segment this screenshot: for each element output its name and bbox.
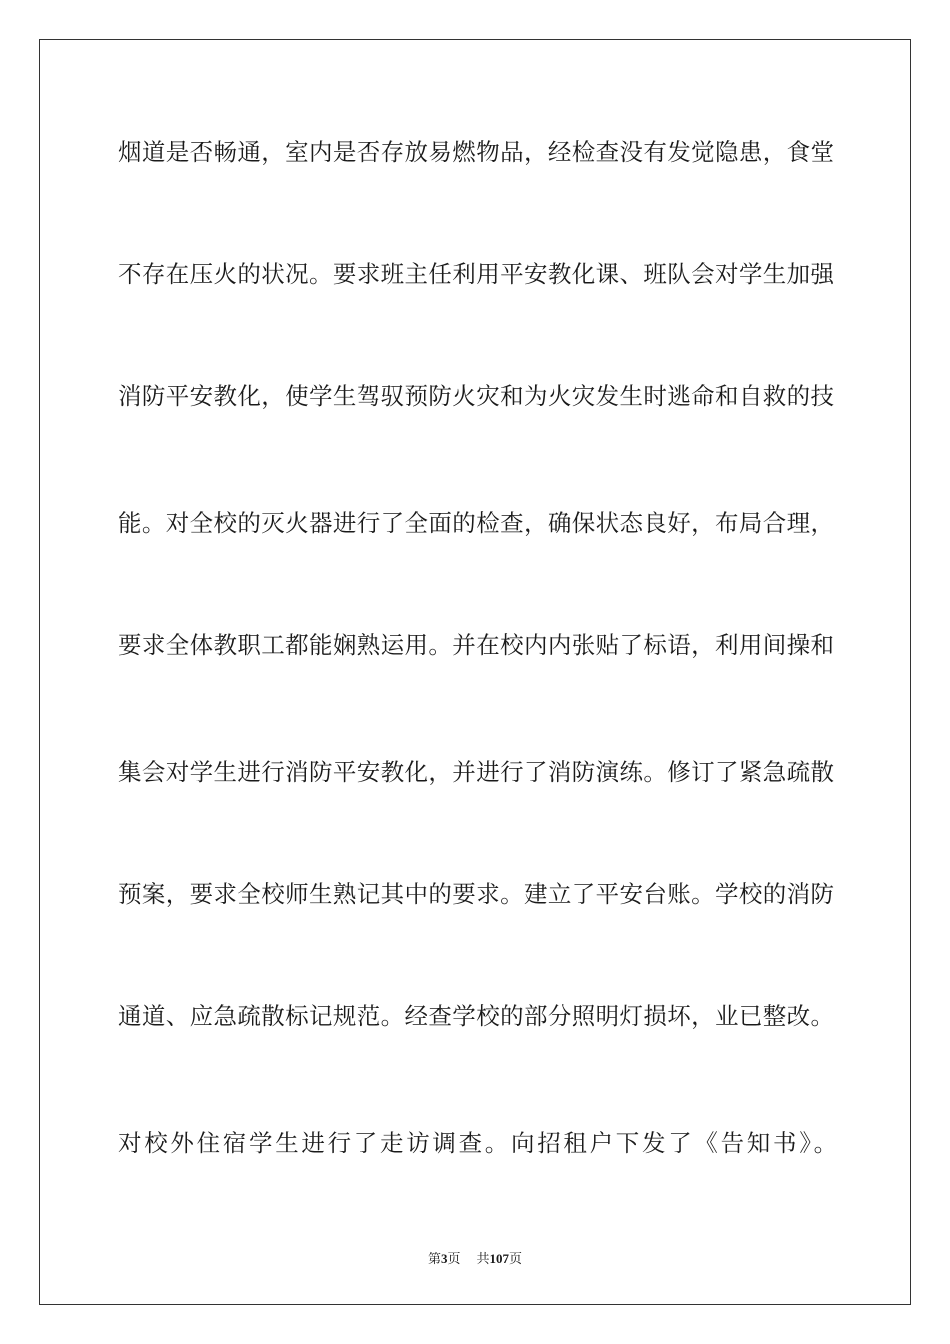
text-line: 能。对全校的灭火器进行了全面的检查，确保状态良好，布局合理， [118, 509, 834, 537]
text-line: 对校外住宿学生进行了走访调查。向招租户下发了《告知书》。 [118, 1129, 840, 1157]
total-prefix: 共 [476, 1252, 490, 1267]
total-page-count: 107 [489, 1251, 510, 1266]
page-footer [0, 1248, 950, 1267]
text-line: 通道、应急疏散标记规范。经查学校的部分照明灯损坏，业已整改。 [118, 1002, 834, 1030]
text-line: 不存在压火的状况。要求班主任利用平安教化课、班队会对学生加强 [118, 260, 834, 288]
page-border [39, 39, 911, 1305]
text-line: 集会对学生进行消防平安教化，并进行了消防演练。修订了紧急疏散 [118, 758, 834, 786]
text-line: 要求全体教职工都能娴熟运用。并在校内内张贴了标语，利用间操和 [118, 631, 834, 659]
current-page-number: 3 [440, 1251, 448, 1266]
text-line: 预案，要求全校师生熟记其中的要求。建立了平安台账。学校的消防 [118, 880, 834, 908]
page-suffix: 页 [447, 1252, 461, 1267]
page-prefix: 第 [427, 1252, 441, 1267]
text-line: 烟道是否畅通，室内是否存放易燃物品，经检查没有发觉隐患，食堂 [118, 138, 834, 166]
total-suffix: 页 [509, 1252, 523, 1267]
text-line: 消防平安教化，使学生驾驭预防火灾和为火灾发生时逃命和自救的技 [118, 382, 834, 410]
